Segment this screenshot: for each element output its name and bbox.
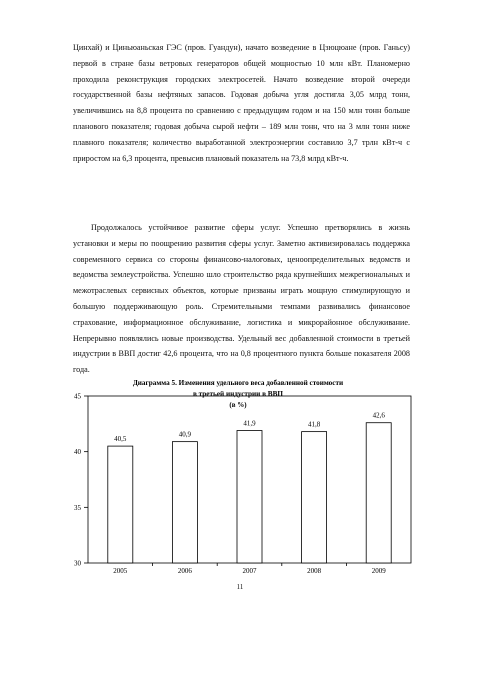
bar-value-label: 41,8: [307, 420, 321, 429]
page-number: 11: [236, 583, 244, 591]
bar: [172, 442, 197, 563]
plot-area: [74, 393, 411, 576]
bar-value-label: 42,6: [372, 411, 385, 420]
chart-title-line2: в третьей индустрии в ВВП: [193, 390, 283, 398]
bar: [366, 423, 391, 563]
y-tick-label: 30: [74, 559, 81, 568]
paragraph-1: Цинхай) и Циньюаньская ГЭС (пров. Гуандун), начато возведение в Цзюцюане (пров. Ганьсу) первой в стране базы ветровых генераторов общей мощностью 10 млн кВт. Планомерно проходила реконструкция городских электросетей. Начато возведение второй очереди государственной базы нефтяных запасов. Годовая добыча угля достигла 3,05 млрд тонн, увеличившись на 8,8 процента по сравнению с предыдущим годом и на 150 млн тонн больше планового показателя; годовая добыча сырой нефти – 189 млн тонн, что на 3 млн тонн ниже плавного показателя; количество выработанной электроэнергии составило 3,7 трлн кВт-ч с приростом на 6,3 процента, превысив плановый показатель на 73,8 млрд кВт-ч.: [73, 43, 410, 163]
chart-title-line1: Диаграмма 5. Изменения удельного веса добавленной стоимости: [132, 379, 344, 387]
x-tick-label: 2005: [113, 567, 128, 575]
bar-value-label: 40,5: [114, 435, 127, 444]
bar: [237, 431, 262, 563]
y-tick-label: 40: [74, 448, 81, 457]
x-tick-label: 2009: [371, 567, 386, 575]
bar-chart: [0, 376, 480, 606]
chart-subtitle: (в %): [229, 401, 247, 409]
bar-value-label: 40,9: [178, 430, 192, 439]
bar: [302, 432, 327, 563]
x-tick-label: 2008: [307, 567, 322, 575]
x-tick-label: 2007: [242, 567, 257, 575]
y-tick-label: 45: [74, 392, 81, 401]
paragraph-2: Продолжалось устойчивое развитие сферы услуг. Успешно претворялись в жизнь установки и меры по поощрению развития сферы услуг. Заметно активизировалась поддержка современного сервиса со стороны финансово-налоговых, ценоопределительных ведомств и ведомства землеустройства. Успешно шло строительство ряда крупнейших межрегиональных и межотраслевых сервисных объектов, которые призваны играть мощную стимулирующую и большую поддерживающую роль. Стремительными темпами развивались финансовое страхование, информационное обслуживание, логистика и микрорайонное обслуживание. Непрерывно появлялись новые производства. Удельный вес добавленной стоимости в третьей индустрии в ВВП достиг 42,6 процента, что на 0,8 процентного пункта больше показателя 2008 года.: [73, 223, 410, 375]
y-tick-label: 35: [74, 503, 81, 512]
bar-value-label: 41,9: [243, 419, 256, 428]
bar: [108, 446, 133, 563]
x-tick-label: 2006: [177, 567, 192, 575]
